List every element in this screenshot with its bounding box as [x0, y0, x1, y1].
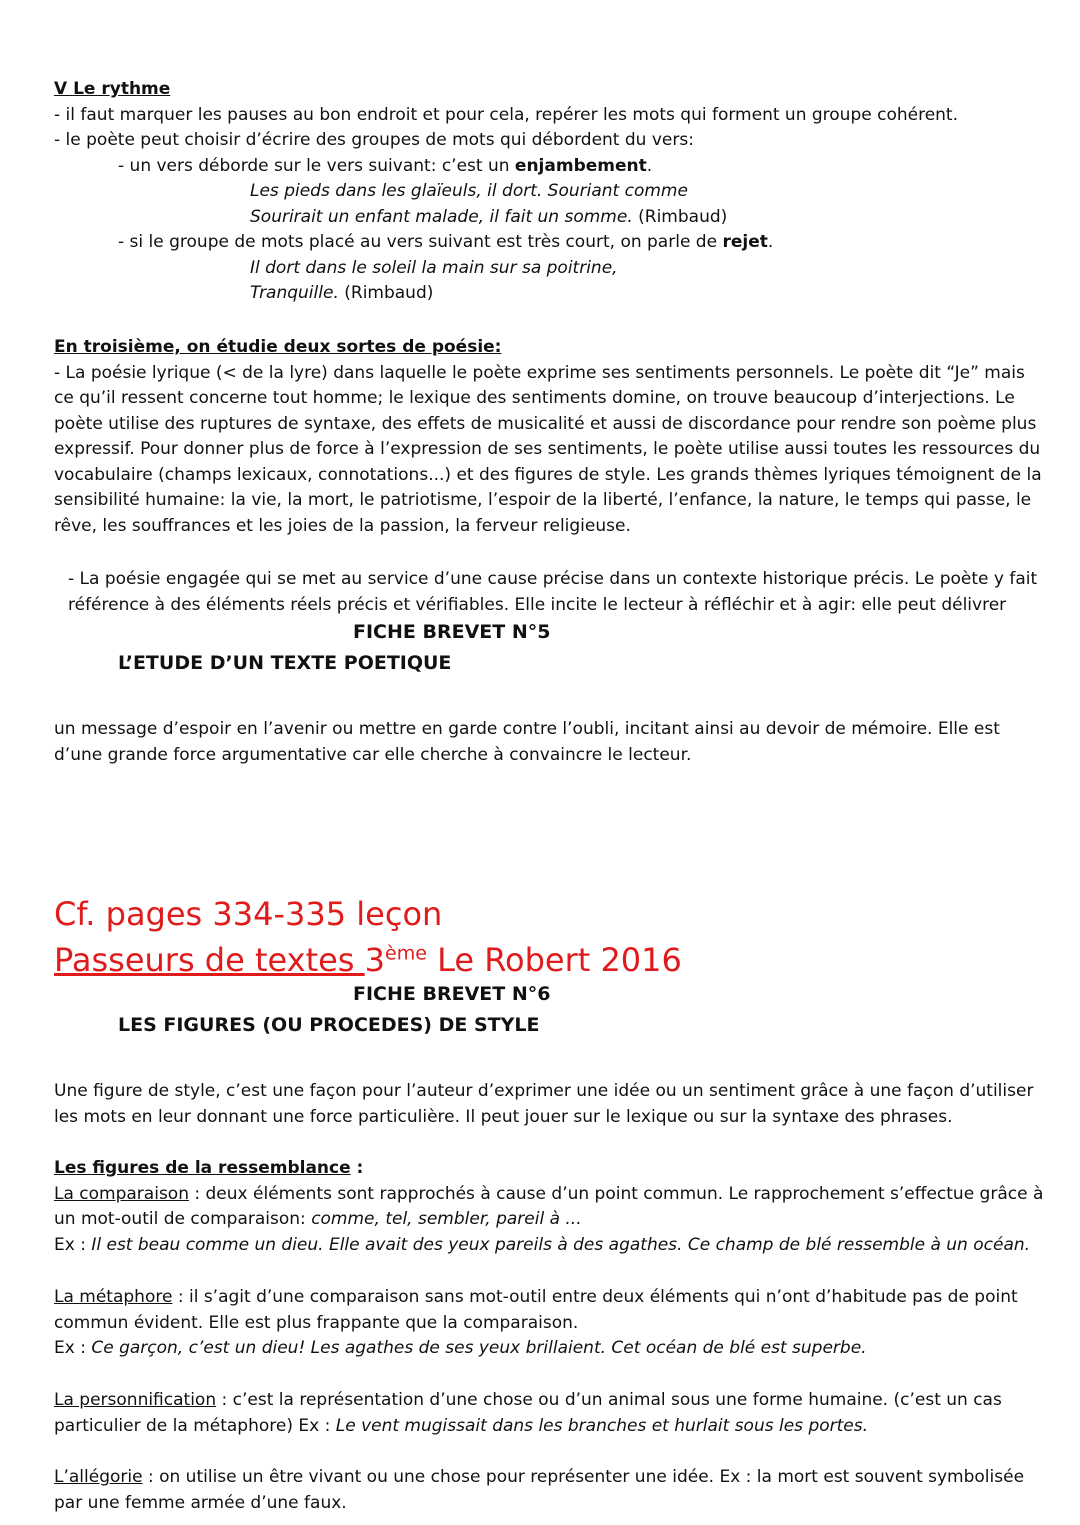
- rhythm-title: V Le rythme: [54, 79, 171, 99]
- reference-book: [54, 937, 1044, 983]
- poetry-types-title: En troisième, on étudie deux sortes de poésie:: [54, 337, 502, 357]
- example-verse-3: Il dort dans le soleil la main sur sa poitrine,: [250, 257, 618, 278]
- enjambement-definition: [54, 154, 1044, 180]
- example-verse-1: Les pieds dans les glaïeuls, il dort. Souriant comme: [250, 181, 688, 201]
- allegory-section: [54, 1465, 1044, 1516]
- rhythm-line-1: - il faut marquer les pauses au bon endroit et pour cela, repérer les mots qui forment un groupe cohérent.: [54, 104, 959, 125]
- rejet-definition: [54, 230, 1044, 256]
- personification-example: Le vent mugissait dans les branches et hurlait sous les portes.: [335, 1415, 869, 1436]
- engaged-poetry-paragraph: - La poésie engagée qui se met au service d’une cause précise dans un contexte historique précis. Le poète y fait référence à des éléments réels précis et vérifiables. Elle incite le lecteur à réfléchir et à agir: elle peut délivrer: [68, 569, 1038, 615]
- rhythm-line-2: - le poète peut choisir d’écrire des groupes de mots qui débordent du vers:: [54, 130, 694, 150]
- metaphor-definition: [54, 1285, 1044, 1336]
- figures-intro: [54, 1079, 1044, 1130]
- fiche-5-title: L’ETUDE D’UN TEXTE POETIQUE: [118, 652, 452, 674]
- resemblance-title: Les figures de la ressemblance: [54, 1158, 351, 1178]
- rejet-term: rejet: [722, 232, 768, 252]
- allegory-definition: [54, 1465, 1044, 1516]
- personification-term: La personnification: [54, 1390, 217, 1410]
- allegory-term: L’allégorie: [54, 1467, 143, 1487]
- resemblance-section: [54, 1156, 1044, 1258]
- comparison-example-text: Il est beau comme un dieu. Elle avait des yeux pareils à des agathes. Ce champ de blé ressemble à un océan.: [91, 1234, 1031, 1255]
- rejet-period: .: [767, 232, 774, 252]
- reference-block: [54, 891, 1044, 983]
- comparison-text: : deux éléments sont rapprochés à cause d’un point commun. Le rapprochement s’effectue grâce à un mot-outil de comparaison:: [54, 1183, 1044, 1229]
- example-verse-2: [54, 205, 1044, 231]
- metaphor-text: : il s’agit d’une comparaison sans mot-outil entre deux éléments qui n’ont d’habitude pas de point commun évident. Elle est plus frappante que la comparaison.: [54, 1287, 1018, 1333]
- personification-definition: [54, 1388, 1044, 1439]
- example-verse-2-text: Sourirait un enfant malade, il fait un somme.: [250, 206, 633, 227]
- comparison-example-label: Ex :: [54, 1234, 92, 1255]
- reference-grade-suffix: ème: [385, 942, 427, 965]
- reference-book-title: Passeurs de textes: [54, 941, 365, 979]
- engaged-poetry-continuation: un message d’espoir en l’avenir ou mettre en garde contre l’oubli, incitant ainsi au devoir de mémoire. Elle est d’une grande force argumentative car elle cherche à convaincre le lecteur.: [54, 719, 1000, 765]
- comparison-example: [54, 1233, 1044, 1259]
- resemblance-title-line: [54, 1156, 1044, 1182]
- fiche-6-number: FICHE BREVET N°6: [353, 983, 551, 1005]
- fiche-5-number: FICHE BREVET N°5: [353, 621, 551, 643]
- metaphor-example-label: Ex :: [54, 1338, 92, 1358]
- engaged-poetry-continued: [54, 717, 1044, 768]
- poetry-types-section: [54, 335, 1044, 539]
- comparison-tools: comme, tel, sembler, pareil à ...: [311, 1209, 582, 1229]
- metaphor-section: [54, 1285, 1044, 1362]
- fiche-6-title: LES FIGURES (OU PROCEDES) DE STYLE: [118, 1014, 540, 1036]
- enjambement-text: - un vers déborde sur le vers suivant: c’est un: [118, 155, 515, 176]
- enjambement-term: enjambement: [514, 155, 647, 176]
- example-verse-4: [54, 281, 1044, 307]
- lyric-poetry-paragraph: - La poésie lyrique (< de la lyre) dans laquelle le poète exprime ses sentiments personnels. Le poète dit “Je” mais ce qu’il ressent concerne tout homme; le lexique des sentiments domine, on trouve beaucoup d’interjections. Le poète utilise des ruptures de syntaxe, des effets de musicalité et aussi de discordance pour rendre son poème plus expressif. Pour donner plus de force à l’expression de ses sentiments, le poète utilise aussi toutes les ressources du vocabulaire (champs lexicaux, connotations...) et des figures de style. Les grands thèmes lyriques témoignent de la sensibilité humaine: la vie, la mort, le patriotisme, l’espoir de la liberté, l’enfance, la nature, le temps qui passe, le rêve, les souffrances et les joies de la passion, la ferveur religieuse.: [54, 362, 1042, 536]
- allegory-text: : on utilise un être vivant ou une chose pour représenter une idée. Ex : la mort est souvent symbolisée par une femme armée d’une faux.: [54, 1467, 1025, 1513]
- personification-section: [54, 1388, 1044, 1439]
- comparison-definition: [54, 1182, 1044, 1233]
- example-verse-2-source: (Rimbaud): [632, 206, 728, 227]
- metaphor-example: [54, 1336, 1044, 1362]
- rhythm-section: [54, 77, 1044, 307]
- reference-pages: Cf. pages 334-335 leçon: [54, 895, 443, 933]
- figures-intro-paragraph: Une figure de style, c’est une façon pour l’auteur d’exprimer une idée ou un sentiment grâce à une façon d’utiliser les mots en leur donnant une force particulière. Il peut jouer sur le lexique ou sur la syntaxe des phrases.: [54, 1081, 1034, 1127]
- reference-publisher: Le Robert 2016: [426, 941, 682, 979]
- engaged-poetry-section: [54, 567, 1044, 618]
- metaphor-example-text: Ce garçon, c’est un dieu! Les agathes de ses yeux brillaient. Cet océan de blé est superbe.: [91, 1338, 867, 1358]
- reference-grade: 3: [364, 941, 385, 979]
- rejet-text: - si le groupe de mots placé au vers suivant est très court, on parle de: [118, 232, 723, 252]
- resemblance-colon: :: [350, 1158, 364, 1178]
- metaphor-term: La métaphore: [54, 1287, 173, 1307]
- example-verse-4-text: Tranquille.: [250, 283, 339, 303]
- enjambement-period: .: [646, 155, 653, 176]
- personification-text: : c’est la représentation d’une chose ou d’un animal sous une forme humaine. (c’est un cas particulier de la métaphore) Ex :: [54, 1390, 1002, 1436]
- comparison-term: La comparaison: [54, 1183, 189, 1204]
- example-verse-4-source: (Rimbaud): [338, 283, 434, 303]
